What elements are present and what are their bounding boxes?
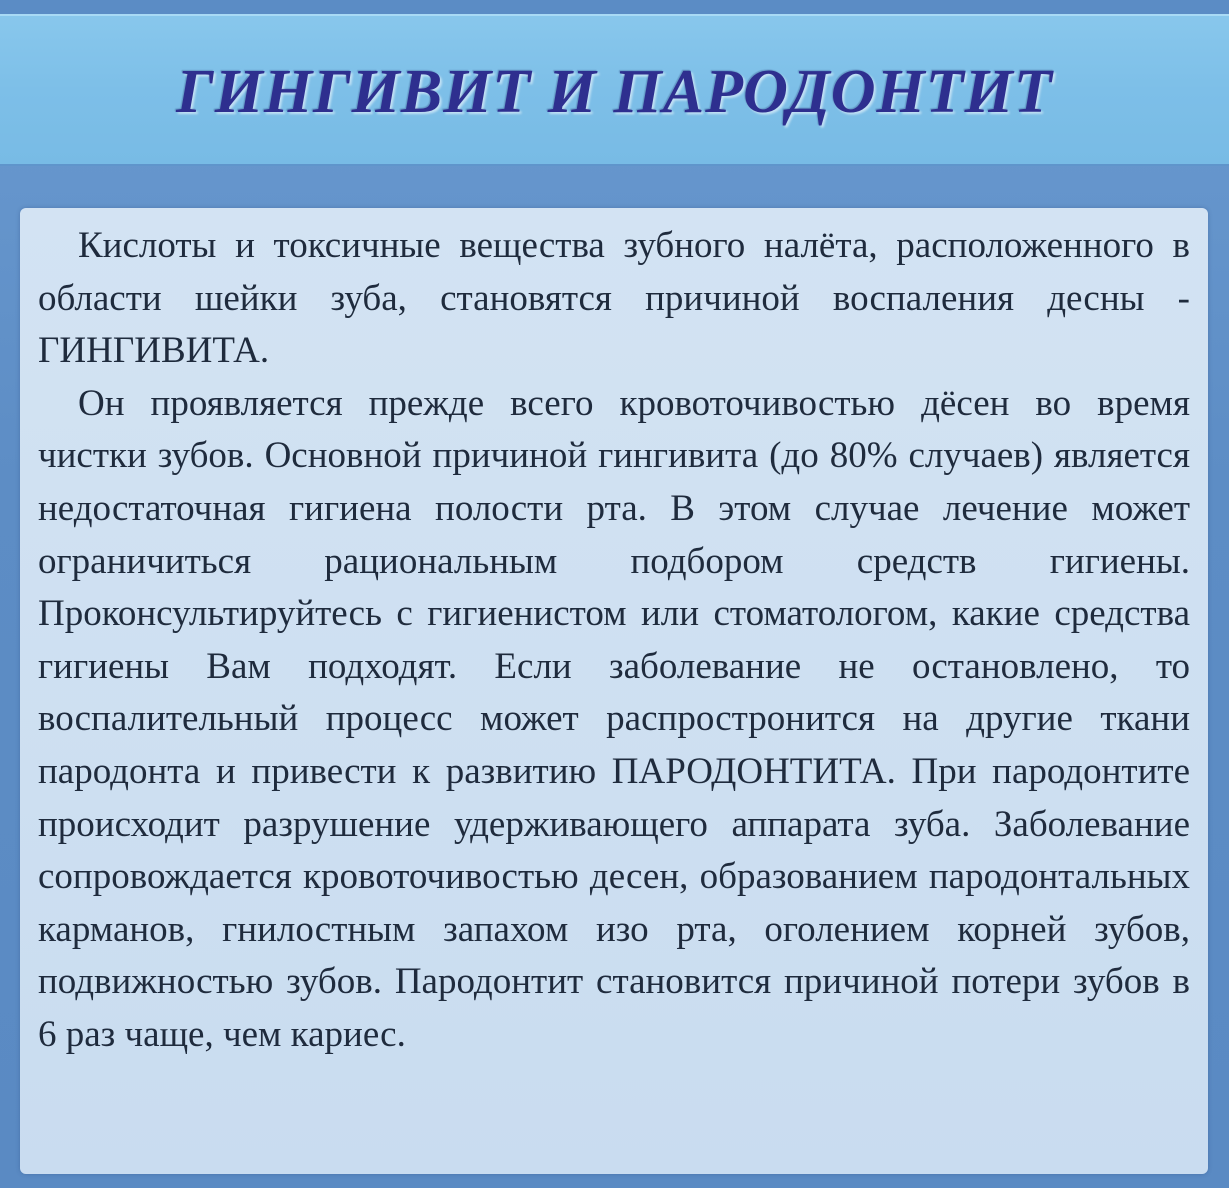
page-title: ГИНГИВИТ И ПАРОДОНТИТ bbox=[176, 57, 1053, 126]
title-band bbox=[0, 14, 1229, 166]
content-card bbox=[20, 208, 1208, 1174]
top-strip bbox=[0, 0, 1229, 14]
paragraph-gingivitis: Кислоты и токсичные вещества зубного налёта, расположенного в области шейки зуба, становятся причиной воспаления десны - ГИНГИВИТА. bbox=[38, 225, 1190, 372]
paragraph-periodontitis: Он проявляется прежде всего кровоточивостью дёсен во время чистки зубов. Основной причиной гингивита (до 80% случаев) является недостаточная гигиена полости рта. В этом случае лечение может ограничиться рациональным подбором средств гигиены. Проконсультируйтесь с гигиенистом или стоматологом, какие средства гигиены Вам подходят. Если заболевание не остановлено, то воспалительный процесс может распростронится на другие ткани пародонта и привести к развитию ПАРОДОНТИТА. При пародонтите происходит разрушение удерживающего аппарата зуба. Заболевание сопровождается кровоточивостью десен, образованием пародонтальных карманов, гнилостным запахом изо рта, оголением корней зубов, подвижностью зубов. Пародонтит становится причиной потери зубов в 6 раз чаще, чем кариес. bbox=[38, 382, 1190, 1055]
